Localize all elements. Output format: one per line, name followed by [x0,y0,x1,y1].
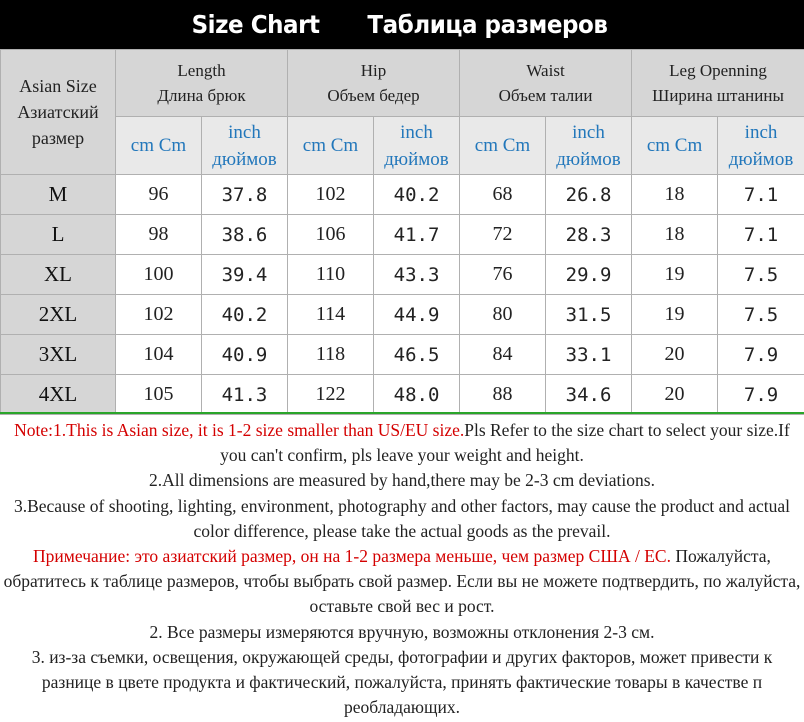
note-en-1 [0,418,804,468]
unit-inch: inch дюймов [546,117,632,175]
hip-label-en: Hip [360,61,387,80]
length-cm: 102 [116,295,202,335]
length-inch: 40.2 [202,295,288,335]
waist-inch: 34.6 [546,375,632,415]
leg-opening-inch: 7.5 [718,255,804,295]
note-ru-1-warning: Примечание: это азиатский размер, он на 1-2 размера меньше, чем размер США / ЕС. [33,546,671,567]
unit-inch: inch дюймов [374,117,460,175]
unit-inch: inch дюймов [718,117,804,175]
note-en-3: 3.Because of shooting, lighting, environment, photography and other factors, may cause the product and actual color difference, please take the actual goods as the prevail. [13,495,791,541]
waist-inch: 29.9 [546,255,632,295]
waist-cm: 76 [460,255,546,295]
waist-cm: 88 [460,375,546,415]
title-bar [0,0,804,49]
column-header-waist [460,50,632,117]
hip-inch: 43.3 [374,255,460,295]
unit-cm: cm Cm [632,117,718,175]
unit-cm: cm Cm [116,117,202,175]
length-inch: 37.8 [202,175,288,215]
leg-opening-cm: 18 [632,175,718,215]
table-row [1,335,804,375]
header-row [1,50,804,117]
unit-cm: cm Cm [288,117,374,175]
waist-cm: 80 [460,295,546,335]
title-english: Size Chart [191,10,320,39]
hip-cm: 102 [288,175,374,215]
waist-inch: 31.5 [546,295,632,335]
size-table [0,49,804,415]
size-label: M [1,175,116,215]
leg-opening-label-ru: Ширина штанины [652,86,784,105]
leg-opening-cm: 20 [632,375,718,415]
length-label-en: Length [177,61,226,80]
hip-cm: 110 [288,255,374,295]
table-row [1,255,804,295]
note-en-2: 2.All dimensions are measured by hand,there may be 2-3 cm deviations. [149,470,655,491]
unit-inch: inch дюймов [202,117,288,175]
leg-opening-inch: 7.9 [718,375,804,415]
unit-row [1,117,804,175]
hip-inch: 44.9 [374,295,460,335]
note-ru-1-text: Пожалуйста, обратитесь к таблице размеров, чтобы выбрать свой размер. Если вы не можете подтвердить, по жалуйста, оставьте свой вес и рост. [3,546,801,617]
leg-opening-cm: 20 [632,335,718,375]
note-en-1-warning: Note:1.This is Asian size, it is 1-2 size smaller than US/EU size. [14,420,465,440]
length-label-ru: Длина брюк [157,86,246,105]
waist-inch: 26.8 [546,175,632,215]
hip-cm: 118 [288,335,374,375]
length-cm: 104 [116,335,202,375]
note-en-1-text: Pls Refer to the size chart to select your size.If you can't confirm, pls leave your weight and height. [220,420,790,466]
table-row [1,175,804,215]
size-label: 2XL [1,295,116,335]
hip-inch: 41.7 [374,215,460,255]
note-ru-2: 2. Все размеры измеряются вручную, возможны отклонения 2-3 см. [149,621,655,642]
title-russian: Таблица размеров [367,10,608,39]
length-cm: 100 [116,255,202,295]
waist-inch: 28.3 [546,215,632,255]
length-cm: 98 [116,215,202,255]
length-cm: 96 [116,175,202,215]
leg-opening-inch: 7.1 [718,215,804,255]
leg-opening-cm: 19 [632,295,718,335]
size-label: XL [1,255,116,295]
note-ru-1 [0,544,804,620]
leg-opening-label-en: Leg Openning [669,61,767,80]
size-label: 4XL [1,375,116,415]
table-row [1,375,804,415]
unit-cm: cm Cm [460,117,546,175]
column-header-leg-opening [632,50,804,117]
leg-opening-cm: 19 [632,255,718,295]
asian-size-header: Asian Size Азиатский размер [1,50,116,175]
table-row [1,295,804,335]
hip-cm: 106 [288,215,374,255]
waist-label-ru: Объем талии [498,86,593,105]
waist-cm: 84 [460,335,546,375]
length-inch: 41.3 [202,375,288,415]
hip-inch: 46.5 [374,335,460,375]
leg-opening-cm: 18 [632,215,718,255]
column-header-hip [288,50,460,117]
hip-inch: 40.2 [374,175,460,215]
note-ru-3: 3. из-за съемки, освещения, окружающей среды, фотографии и других факторов, может привести к разнице в цвете продукта и фактический, пожалуйста, принять фактические товары в качестве п реобладающих. [31,646,773,718]
length-inch: 39.4 [202,255,288,295]
hip-cm: 114 [288,295,374,335]
hip-inch: 48.0 [374,375,460,415]
leg-opening-inch: 7.1 [718,175,804,215]
length-inch: 40.9 [202,335,288,375]
length-cm: 105 [116,375,202,415]
leg-opening-inch: 7.9 [718,335,804,375]
hip-label-ru: Объем бедер [327,86,420,105]
length-inch: 38.6 [202,215,288,255]
hip-cm: 122 [288,375,374,415]
size-label: L [1,215,116,255]
notes-section [0,412,804,722]
waist-cm: 72 [460,215,546,255]
column-header-length [116,50,288,117]
leg-opening-inch: 7.5 [718,295,804,335]
waist-cm: 68 [460,175,546,215]
waist-inch: 33.1 [546,335,632,375]
size-label: 3XL [1,335,116,375]
table-row [1,215,804,255]
waist-label-en: Waist [526,61,565,80]
